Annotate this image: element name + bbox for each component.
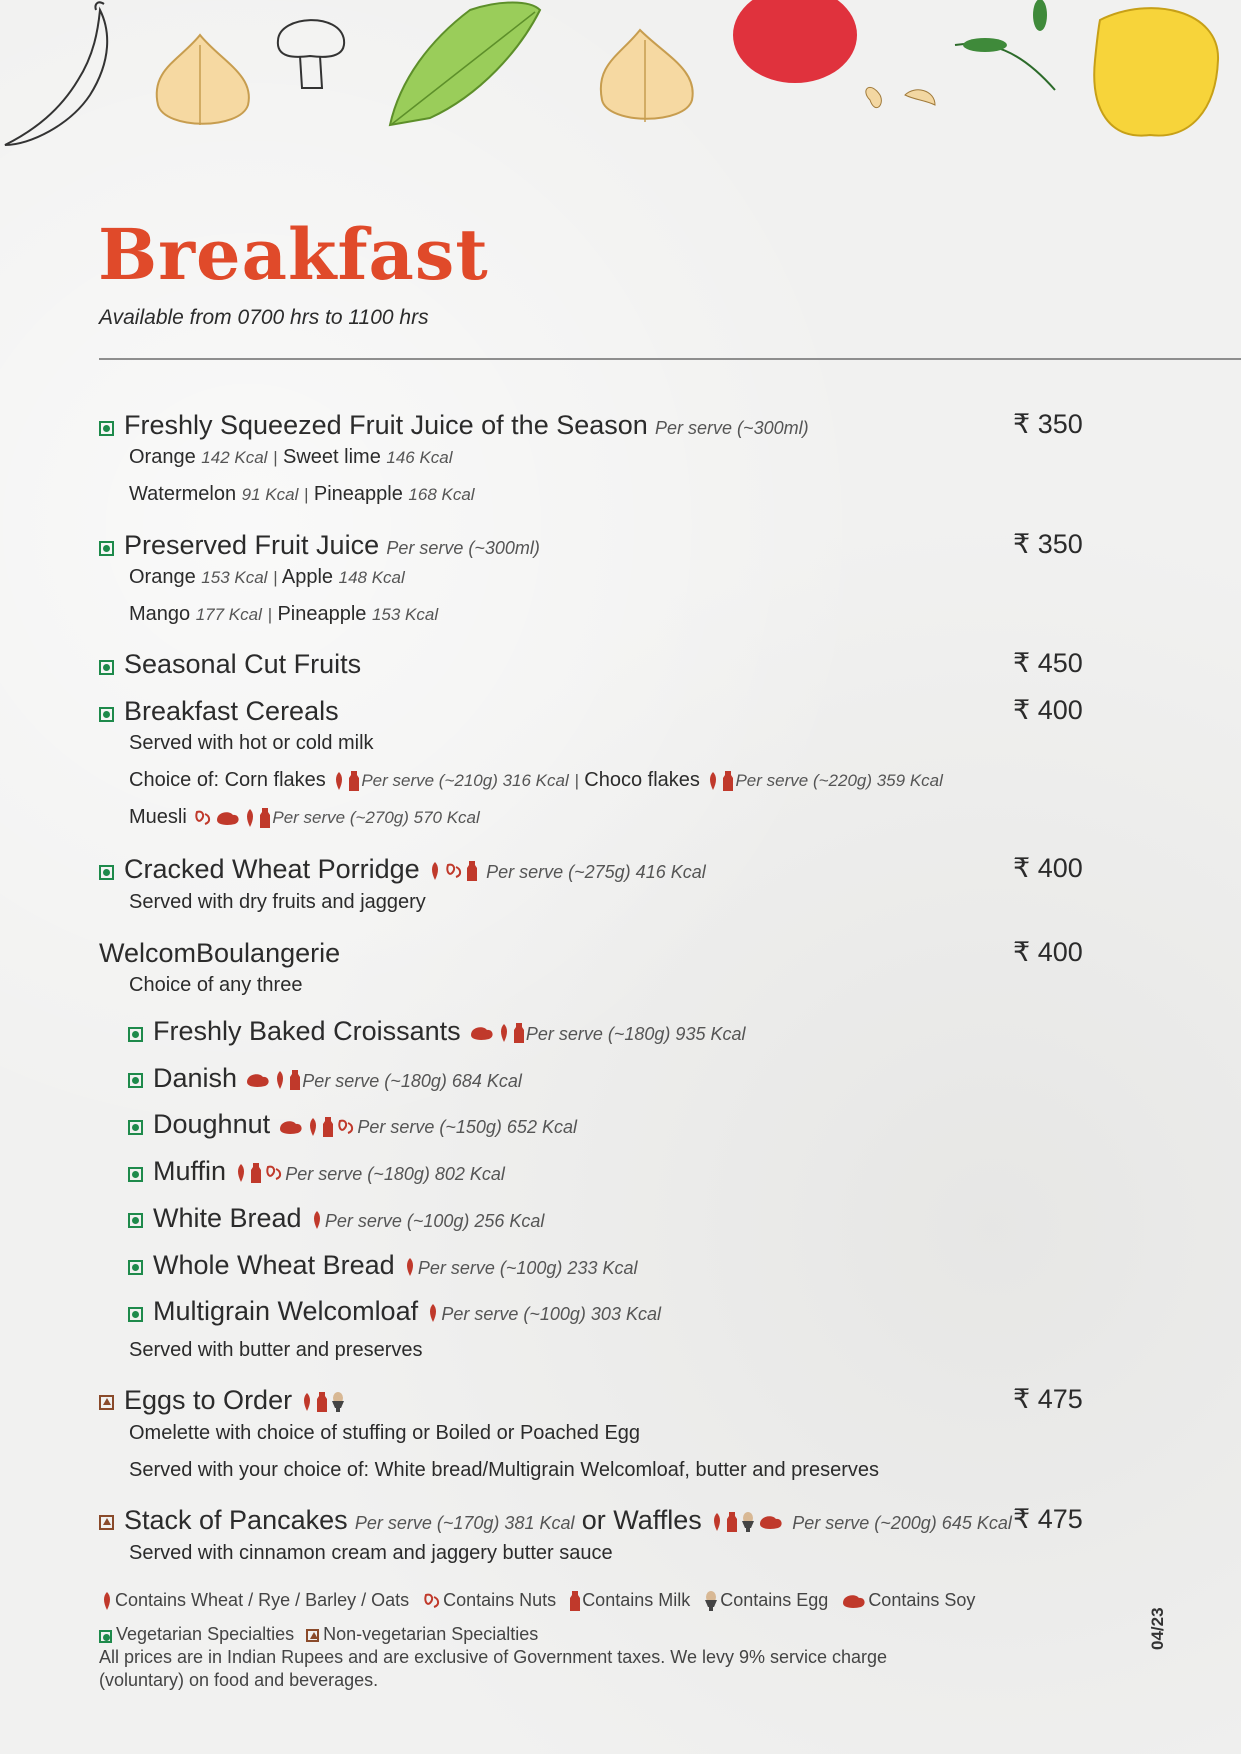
availability-subtitle: Available from 0700 hrs to 1100 hrs xyxy=(99,306,429,329)
item-choices: Muesli Per serve (~270g) 570 Kcal xyxy=(129,806,480,828)
item-price: 350 xyxy=(1037,529,1083,559)
item-price-tag xyxy=(1013,529,1083,560)
wheat-allergen-icon xyxy=(242,806,258,828)
garlic-icon xyxy=(157,35,249,125)
item-price: 475 xyxy=(1037,1504,1083,1534)
soy-allergen-icon xyxy=(277,1109,305,1139)
rupee-icon: ₹ xyxy=(1013,409,1031,439)
rupee-icon: ₹ xyxy=(1013,648,1031,678)
item-serving-note: Per serve (~300ml) xyxy=(655,418,809,438)
item-description: Served with cinnamon cream and jaggery butter sauce xyxy=(129,1542,613,1564)
item-price: 400 xyxy=(1037,695,1083,725)
item-name: Whole Wheat Bread xyxy=(153,1249,395,1280)
rupee-icon: ₹ xyxy=(1013,1384,1031,1414)
item-name: Breakfast Cereals xyxy=(124,696,339,726)
milk-allergen-icon xyxy=(321,1109,335,1139)
nuts-allergen-icon xyxy=(335,1109,357,1139)
menu-item xyxy=(99,1384,1079,1416)
item-serving-note: Per serve (~180g) 935 Kcal xyxy=(525,1024,746,1044)
item-serving-note: Per serve (~100g) 256 Kcal xyxy=(324,1210,545,1231)
menu-item xyxy=(99,1504,1079,1539)
soy-allergen-icon xyxy=(840,1590,868,1610)
item-variants: Orange 153 Kcal | Apple 148 Kcal xyxy=(129,566,405,588)
nonveg-symbol-icon xyxy=(306,1629,319,1642)
item-serving-note: Per serve (~180g) 684 Kcal xyxy=(302,1070,522,1091)
menu-item xyxy=(99,695,1079,727)
vegetable-illustration-strip xyxy=(0,0,1241,150)
item-choices: Choice of: Corn flakes Per serve (~210g) 316 Kcal | Choco flakes Per serve (~220g) 359 Kcal xyxy=(129,769,943,791)
veg-symbol-icon xyxy=(99,707,114,722)
variant-kcal: 146 Kcal xyxy=(386,448,453,467)
sub-menu-item xyxy=(128,1295,1108,1330)
sub-menu-item xyxy=(128,1108,1108,1143)
soy-allergen-icon xyxy=(214,806,242,828)
item-name: Cracked Wheat Porridge xyxy=(124,854,420,884)
variant-name: Orange xyxy=(129,446,196,468)
item-description: Served with hot or cold milk xyxy=(129,732,374,754)
soy-allergen-icon xyxy=(757,1505,785,1535)
item-price-tag xyxy=(1013,937,1083,968)
bell-pepper-icon xyxy=(1094,8,1218,135)
item-alt-name: or Waffles xyxy=(581,1505,702,1535)
page-title: Breakfast xyxy=(98,213,489,296)
wheat-allergen-icon xyxy=(233,1156,249,1186)
wheat-allergen-icon xyxy=(709,1505,725,1535)
legend-egg: Contains Egg xyxy=(720,1590,829,1610)
wheat-allergen-icon xyxy=(427,854,443,884)
milk-allergen-icon xyxy=(568,1590,582,1610)
milk-allergen-icon xyxy=(249,1156,263,1186)
diet-legend xyxy=(99,1624,550,1645)
veg-symbol-icon xyxy=(128,1307,143,1322)
egg-allergen-icon xyxy=(329,1385,347,1415)
divider xyxy=(99,358,1241,360)
wheat-allergen-icon xyxy=(299,1385,315,1415)
item-serving-note: Per serve (~100g) 303 Kcal xyxy=(441,1304,661,1325)
soy-allergen-icon xyxy=(244,1063,272,1093)
milk-allergen-icon xyxy=(315,1385,329,1415)
wheat-allergen-icon xyxy=(402,1250,418,1280)
item-name: WelcomBoulangerie xyxy=(99,938,341,968)
page-number: 04/23 xyxy=(1148,1607,1167,1650)
rupee-icon: ₹ xyxy=(1013,937,1031,967)
menu-item xyxy=(99,937,1079,969)
allergen-legend xyxy=(99,1590,987,1612)
veg-symbol-icon xyxy=(99,421,114,436)
menu-item xyxy=(99,648,1079,680)
milk-allergen-icon xyxy=(288,1063,302,1093)
veg-symbol-icon xyxy=(128,1120,143,1135)
milk-allergen-icon xyxy=(465,854,479,884)
item-name: Muffin xyxy=(153,1156,227,1187)
item-price: 350 xyxy=(1037,409,1083,439)
item-name: Freshly Baked Croissants xyxy=(153,1016,461,1046)
variant-name: Apple xyxy=(281,566,334,588)
item-price-tag xyxy=(1013,1504,1083,1535)
item-description: Omelette with choice of stuffing or Boiled or Poached Egg xyxy=(129,1422,641,1444)
chili-icon xyxy=(5,2,107,145)
wheat-allergen-icon xyxy=(331,769,347,791)
variant-kcal: 177 Kcal xyxy=(195,605,262,624)
wheat-allergen-icon xyxy=(99,1590,115,1610)
item-variants: Mango 177 Kcal | Pineapple 153 Kcal xyxy=(129,603,439,625)
rupee-icon: ₹ xyxy=(1013,853,1031,883)
item-serving-note: Per serve (~170g) 381 Kcal xyxy=(354,1513,575,1533)
item-price: 475 xyxy=(1037,1384,1083,1414)
item-price: 400 xyxy=(1037,937,1083,967)
variant-kcal: 148 Kcal xyxy=(338,568,405,587)
variant-name: Pineapple xyxy=(313,483,403,505)
veg-symbol-icon xyxy=(99,1630,112,1643)
milk-allergen-icon xyxy=(721,769,735,791)
herb-sprig-icon xyxy=(955,0,1055,90)
item-name: Doughnut xyxy=(153,1109,271,1140)
veg-symbol-icon xyxy=(128,1213,143,1228)
cashew-icon xyxy=(866,87,935,107)
item-price: 400 xyxy=(1037,853,1083,883)
item-price-tag xyxy=(1013,695,1083,726)
sub-menu-item xyxy=(128,1249,1108,1284)
item-serving-note: Per serve (~150g) 652 Kcal xyxy=(357,1117,577,1138)
variant-name: Orange xyxy=(129,566,196,588)
variant-name: Watermelon xyxy=(129,483,237,505)
veg-symbol-icon xyxy=(128,1073,143,1088)
footnote: All prices are in Indian Rupees and are exclusive of Government taxes. We levy 9% service charge (voluntary) on food and beverages. xyxy=(99,1647,888,1690)
item-price-tag xyxy=(1013,409,1083,440)
rupee-icon: ₹ xyxy=(1013,529,1031,559)
item-variants: Watermelon 91 Kcal | Pineapple 168 Kcal xyxy=(129,483,475,505)
item-price-tag xyxy=(1013,648,1083,679)
nuts-allergen-icon xyxy=(443,854,465,884)
mushroom-icon xyxy=(278,20,344,88)
item-price: 450 xyxy=(1037,648,1083,678)
item-serving-note: Per serve (~275g) 416 Kcal xyxy=(486,862,706,882)
item-serving-note: Per serve (~180g) 802 Kcal xyxy=(285,1164,505,1185)
rupee-icon: ₹ xyxy=(1013,695,1031,725)
variant-name: Sweet lime xyxy=(283,446,381,468)
item-name: Freshly Squeezed Fruit Juice of the Season xyxy=(124,410,648,440)
variant-kcal: 153 Kcal xyxy=(371,605,439,624)
wheat-allergen-icon xyxy=(309,1203,325,1233)
item-description: Served with your choice of: White bread/Multigrain Welcomloaf, butter and preserves xyxy=(129,1459,879,1481)
legend-milk: Contains Milk xyxy=(582,1590,691,1610)
item-price-tag xyxy=(1013,853,1083,884)
item-name: Danish xyxy=(153,1062,238,1093)
veg-symbol-icon xyxy=(128,1260,143,1275)
variant-name: Mango xyxy=(129,603,191,625)
egg-allergen-icon xyxy=(702,1590,720,1610)
menu-item xyxy=(99,853,1079,888)
legend-nonveg: Non-vegetarian Specialties xyxy=(323,1624,539,1644)
milk-allergen-icon xyxy=(512,1016,526,1046)
item-serving-note: Per serve (~200g) 645 Kcal xyxy=(792,1513,1012,1533)
milk-allergen-icon xyxy=(347,769,361,791)
item-description: Choice of any three xyxy=(129,974,303,996)
nuts-allergen-icon xyxy=(263,1156,285,1186)
item-name: Stack of Pancakes xyxy=(124,1505,348,1535)
item-serving-note: Per serve (~100g) 233 Kcal xyxy=(417,1257,638,1278)
legend-wheat: Contains Wheat / Rye / Barley / Oats xyxy=(115,1590,410,1610)
milk-allergen-icon xyxy=(258,806,272,828)
item-variants: Orange 142 Kcal | Sweet lime 146 Kcal xyxy=(129,446,453,468)
item-name: Multigrain Welcomloaf xyxy=(153,1296,419,1327)
nuts-allergen-icon xyxy=(421,1590,443,1610)
milk-allergen-icon xyxy=(725,1505,739,1535)
wheat-allergen-icon xyxy=(272,1063,288,1093)
item-name: White Bread xyxy=(153,1202,302,1233)
veg-symbol-icon xyxy=(128,1027,143,1042)
variant-name: Pineapple xyxy=(277,603,367,625)
tomato-icon xyxy=(733,0,857,83)
variant-kcal: 91 Kcal xyxy=(241,485,299,504)
menu-item xyxy=(99,529,1079,564)
item-price-tag xyxy=(1013,1384,1083,1415)
wheat-allergen-icon xyxy=(425,1296,441,1326)
legend-veg: Vegetarian Specialties xyxy=(116,1624,295,1644)
variant-kcal: 142 Kcal xyxy=(201,448,268,467)
item-name: Preserved Fruit Juice xyxy=(124,530,380,560)
item-name: Eggs to Order xyxy=(124,1385,293,1415)
item-description: Served with butter and preserves xyxy=(129,1339,423,1361)
egg-allergen-icon xyxy=(739,1505,757,1535)
nuts-allergen-icon xyxy=(192,806,214,828)
wheat-allergen-icon xyxy=(705,769,721,791)
sub-menu-item xyxy=(128,1202,1108,1237)
wheat-allergen-icon xyxy=(305,1109,321,1139)
veg-symbol-icon xyxy=(99,660,114,675)
nonveg-symbol-icon xyxy=(99,1515,114,1530)
variant-kcal: 168 Kcal xyxy=(408,485,475,504)
soy-allergen-icon xyxy=(468,1016,496,1046)
rupee-icon: ₹ xyxy=(1013,1504,1031,1534)
menu-item xyxy=(99,409,1079,444)
nonveg-symbol-icon xyxy=(99,1395,114,1410)
item-description: Served with dry fruits and jaggery xyxy=(129,891,426,913)
sub-menu-item xyxy=(128,1062,1108,1097)
item-name: Seasonal Cut Fruits xyxy=(124,649,362,679)
sub-menu-item xyxy=(128,1155,1108,1190)
legend-soy: Contains Soy xyxy=(868,1590,976,1610)
veg-symbol-icon xyxy=(99,541,114,556)
legend-nuts: Contains Nuts xyxy=(443,1590,557,1610)
lettuce-leaf-icon xyxy=(390,3,540,126)
wheat-allergen-icon xyxy=(496,1016,512,1046)
garlic-icon-2 xyxy=(601,30,693,122)
veg-symbol-icon xyxy=(128,1167,143,1182)
variant-kcal: 153 Kcal xyxy=(201,568,268,587)
item-serving-note: Per serve (~300ml) xyxy=(386,538,540,558)
veg-symbol-icon xyxy=(99,865,114,880)
sub-menu-item xyxy=(128,1015,1108,1050)
